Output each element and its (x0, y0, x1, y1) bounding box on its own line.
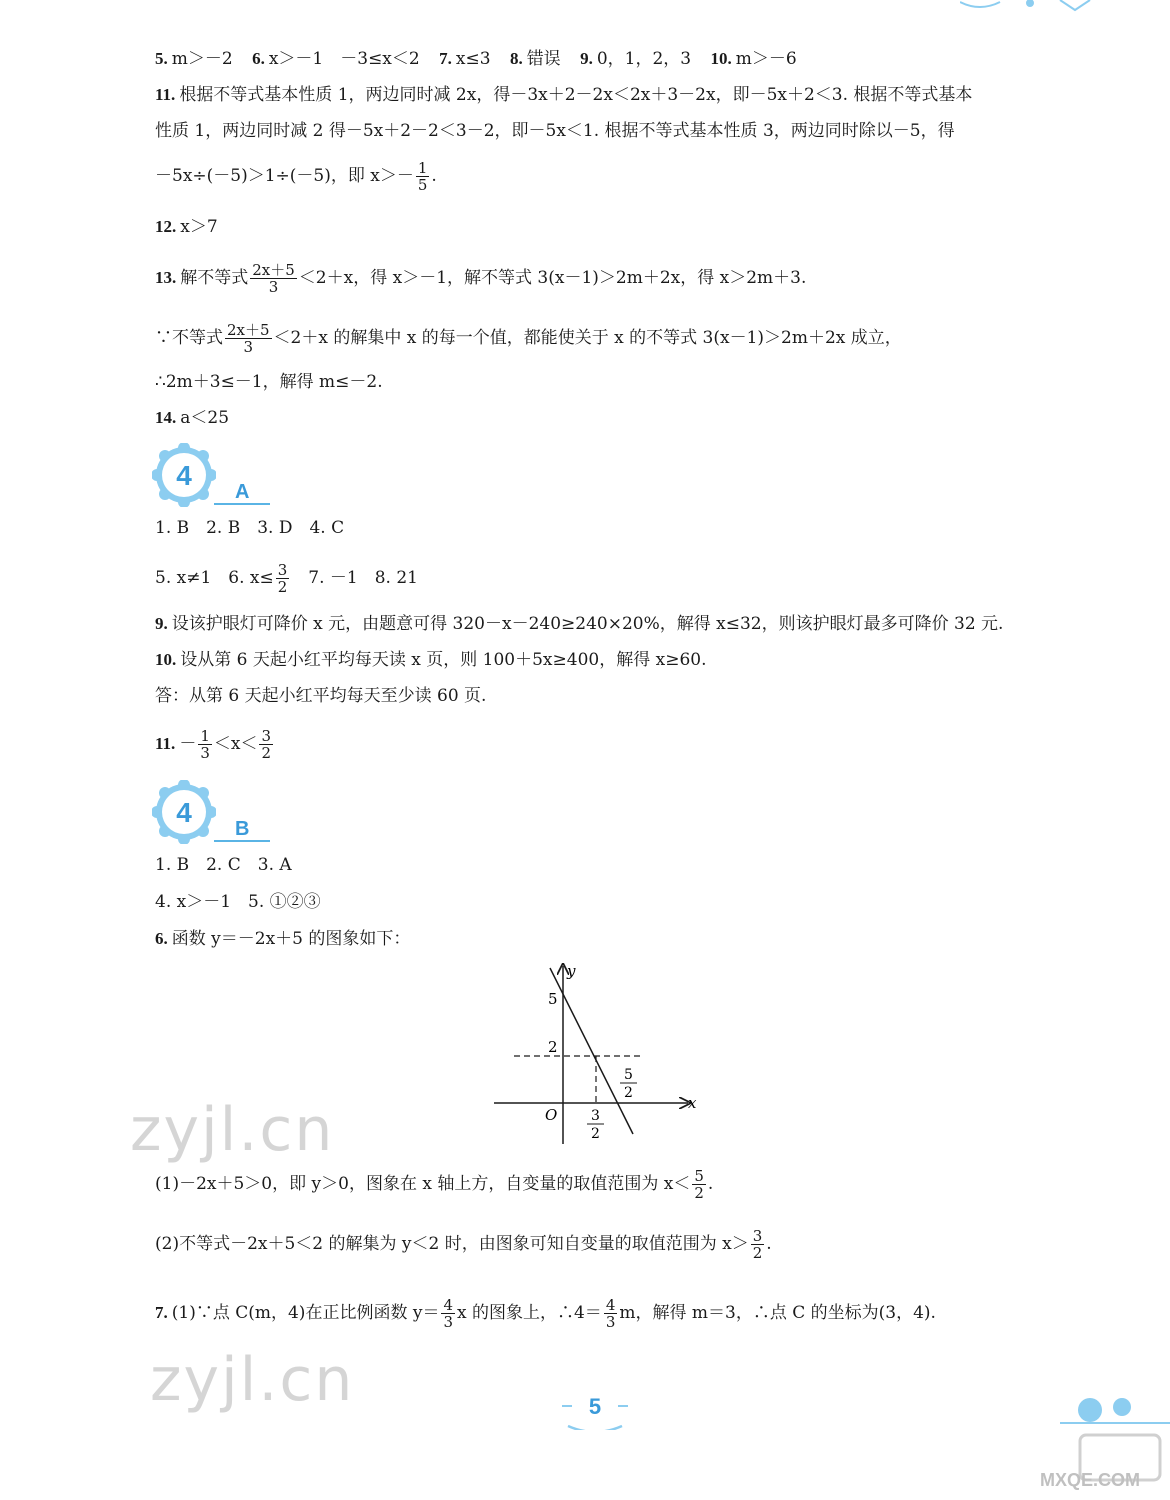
answer-13-line3: ∴2m＋3≤－1，解得 m≤－2. (155, 372, 383, 392)
fraction: $\frac{1}{5}$ (417, 159, 428, 194)
answer-14: 14. a＜25 (155, 408, 230, 428)
fraction: $\frac{1}{3}$ (200, 727, 210, 762)
answer-line-5-10: 5. m＞－2 6. x＞－1 －3≤x＜2 7. x≤3 8. 错误 9. 0，1，2，3 10. m＞－6 (155, 49, 797, 69)
frac-32-den: 2 (591, 1126, 600, 1142)
fraction: $\frac{3}{2}$ (277, 561, 288, 596)
watermark: zyjl.cn (150, 1345, 355, 1415)
fraction: $\frac{3}{2}$ (752, 1227, 763, 1262)
function-graph (490, 958, 700, 1148)
section-badge-icon (152, 443, 216, 507)
badge-label: B (235, 818, 250, 840)
tick-label-2: 2 (548, 1038, 558, 1056)
answer-13-line1: 13. 解不等式 $\frac{2x+5}{3}$ ＜2＋x，得 x＞－1，解不等式 3(x－1)＞2m＋2x，得 x＞2m＋3. (155, 261, 807, 296)
page-number: 5 (560, 1386, 630, 1430)
answer-11-line1: 11. 根据不等式基本性质 1，两边同时减 2x，得－3x＋2－2x＜2x＋3－2x，即－5x＋2＜3. 根据不等式基本 (155, 85, 973, 105)
badge-underline (214, 503, 270, 505)
top-decoration-icon (960, 0, 1100, 12)
section-a-answers-5-8: 5. x≠1 6. x≤ $\frac{3}{2}$ 7. －1 8. 21 (155, 561, 418, 596)
fraction: $\frac{4}{3}$ (443, 1296, 453, 1331)
section-b-answer-6: 6. 函数 y＝－2x＋5 的图象如下： (155, 929, 411, 949)
answer-12: 12. x＞7 (155, 217, 218, 237)
answer-11-line2: 性质 1，两边同时减 2 得－5x＋2－2＜3－2，即－5x＜1. 根据不等式基本性质 3，两边同时除以－5，得 (155, 121, 955, 141)
section-a-answer-10: 10. 设从第 6 天起小红平均每天读 x 页，则 100＋5x≥400，解得 x≥60. (155, 650, 707, 670)
fraction: $\frac{3}{2}$ (261, 727, 271, 762)
section-b-answer-6-part2: (2)不等式－2x＋5＜2 的解集为 y＜2 时，由图象可知自变量的取值范围为 x＞ $\frac{3}{2}$ . (155, 1227, 772, 1262)
y-axis-label: y (567, 962, 576, 980)
origin-label: O (545, 1106, 558, 1124)
section-a-choices: 1. B 2. B 3. D 4. C (155, 518, 345, 538)
frac-52-num: 5 (624, 1067, 633, 1083)
answer-11-line3: －5x÷(－5)＞1÷(－5)，即 x＞－ $\frac{1}{5}$ . (155, 159, 437, 194)
x-axis-label: x (688, 1094, 697, 1112)
badge-label: A (235, 481, 250, 503)
answer-13-line2: ∵不等式 $\frac{2x+5}{3}$ ＜2＋x 的解集中 x 的每一个值，都能使关于 x 的不等式 3(x－1)＞2m＋2x 成立， (155, 321, 902, 356)
section-b-answer-7: 7. (1)∵点 C(m，4)在正比例函数 y＝ $\frac{4}{3}$ x 的图象上，∴4＝ $\frac{4}{3}$ m，解得 m＝3，∴点 C 的坐标为(3，4). (155, 1296, 936, 1331)
tick-label-5: 5 (548, 990, 558, 1008)
frac-52-den: 2 (624, 1085, 633, 1101)
section-badge-icon (152, 780, 216, 844)
section-a-answer-9: 9. 设该护眼灯可降价 x 元，由题意可得 320－x－240≥240×20%，解得 x≤32，则该护眼灯最多可降价 32 元. (155, 614, 1004, 634)
fraction: $\frac{5}{2}$ (694, 1167, 704, 1202)
badge-underline (214, 840, 270, 842)
badge-number: 4 (176, 460, 192, 491)
fraction: $\frac{2x+5}{3}$ (227, 321, 270, 356)
fraction: $\frac{4}{3}$ (605, 1296, 616, 1331)
section-a-answer-10-conclusion: 答：从第 6 天起小红平均每天至少读 60 页. (155, 686, 487, 706)
badge-number: 4 (176, 797, 192, 828)
section-b-answer-6-part1: (1)－2x＋5＞0，即 y＞0，图象在 x 轴上方，自变量的取值范围为 x＜ $\frac{5}{2}$ . (155, 1167, 714, 1202)
section-b-choices: 1. B 2. C 3. A (155, 855, 292, 875)
frac-32-num: 3 (591, 1108, 600, 1124)
fraction: $\frac{2x+5}{3}$ (252, 261, 295, 296)
watermark: zyjl.cn (130, 1095, 335, 1165)
corner-logo-text: MXQE.COM (1040, 1470, 1141, 1490)
section-a-answer-11: 11. － $\frac{1}{3}$ ＜x＜ $\frac{3}{2}$ (155, 727, 271, 762)
section-b-answers-4-5: 4. x＞－1 5. ①②③ (155, 892, 321, 912)
